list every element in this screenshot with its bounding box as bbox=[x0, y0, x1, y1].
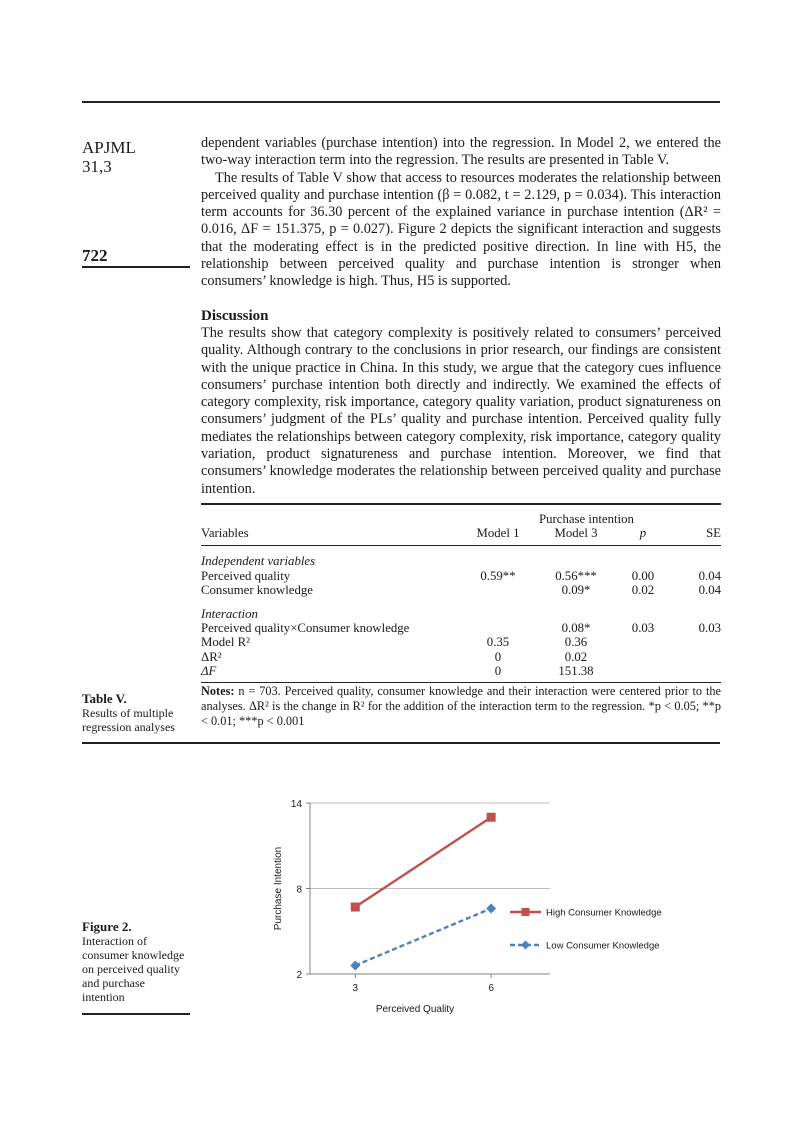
interaction-chart bbox=[255, 790, 705, 1025]
y-tick-label: 14 bbox=[290, 799, 302, 810]
discussion-heading: Discussion bbox=[201, 307, 269, 324]
body-text bbox=[201, 135, 721, 498]
legend-marker bbox=[521, 941, 530, 950]
table-caption-label: Table V. bbox=[82, 691, 127, 706]
x-tick-label: 3 bbox=[352, 983, 359, 994]
data-point bbox=[487, 813, 496, 822]
col-header: p bbox=[639, 526, 647, 541]
page-number: 722 bbox=[82, 246, 108, 265]
table-row: Perceived quality×Consumer knowledge 0.08* 0.03 0.03 bbox=[201, 621, 721, 636]
series-line bbox=[355, 817, 491, 907]
section-label: Interaction bbox=[201, 607, 258, 622]
paragraph-1: dependent variables (purchase intention) into the regression. In Model 2, we entered the two-way interaction term into the regression. The results are presented in Table V. bbox=[201, 135, 721, 169]
y-axis-label: Purchase Intention bbox=[273, 846, 284, 931]
table-bottom-rule bbox=[82, 742, 720, 744]
x-axis-label: Perceived Quality bbox=[375, 1004, 455, 1015]
table-top-rule bbox=[201, 503, 721, 505]
table-row: Model R² 0.35 0.36 bbox=[201, 635, 588, 650]
group-header: Purchase intention bbox=[539, 512, 634, 526]
legend-label: High Consumer Knowledge bbox=[546, 907, 662, 919]
data-point bbox=[350, 960, 360, 970]
paragraph-2: The results of Table V show that access to resources moderates the relationship between perceived quality and purchase intention (β = 0.082, t = 2.129, p = 0.034). This interaction term accounts for 36.30 percent of the explained variance in purchase intention (ΔR² = 0.016, ΔF = 151.375, p = 0.027). Figure 2 depicts the significant interaction and suggests that the moderating effect is in the predicted positive direction. In line with H5, the relationship between perceived quality and purchase intention is stronger when consumers’ knowledge is high. Thus, H5 is supported. bbox=[201, 169, 721, 290]
figure-caption-label: Figure 2. bbox=[82, 919, 132, 934]
data-point bbox=[351, 903, 360, 912]
figure-caption-rule bbox=[82, 1013, 190, 1015]
table-row: Consumer knowledge 0.09* 0.02 0.04 bbox=[201, 582, 721, 597]
journal-header bbox=[82, 138, 136, 176]
journal-name: APJML bbox=[82, 138, 136, 157]
table-row: ΔF 0 151.38 bbox=[201, 663, 594, 678]
col-header: Model 3 bbox=[554, 526, 598, 541]
section-label: Independent variables bbox=[201, 554, 316, 569]
y-tick-label: 8 bbox=[296, 884, 302, 896]
x-tick-label: 6 bbox=[488, 983, 494, 994]
journal-volume: 31,3 bbox=[82, 157, 112, 176]
table-row: Perceived quality 0.59** 0.56*** 0.00 0.04 bbox=[201, 568, 721, 583]
col-header: SE bbox=[706, 526, 721, 541]
figure-caption bbox=[82, 920, 190, 1004]
discussion-paragraph: The results show that category complexity is positively related to consumers’ perceived quality. Although contrary to the conclusions in prior research, our findings are consistent with the unique practice in China. In this study, we argue that the category cues influence consumers’ purchase intention both directly and indirectly. We examined the effects of category complexity, risk importance, category quality variation, product signatureness on consumers’ judgment of the PLs’ quality and purchase intention. Perceived quality fully mediates the relationships between category complexity, risk importance, category quality variation, product signatureness and purchase intention. Moreover, we find that consumers’ knowledge moderates the relationship between perceived quality and purchase intention. bbox=[201, 324, 721, 497]
legend-label: Low Consumer Knowledge bbox=[546, 940, 660, 952]
notes-label: Notes: bbox=[201, 684, 235, 698]
col-header: Variables bbox=[201, 526, 249, 541]
notes-text: n = 703. Perceived quality, consumer knowledge and their interaction were centered prior to the analyses. ΔR² is the change in R² for the addition of the interaction term to the regression. *p < 0.05; **p < 0.01; ***p < 0.001 bbox=[201, 684, 721, 728]
page-number-rule bbox=[82, 266, 190, 268]
data-point bbox=[486, 903, 496, 913]
table-caption bbox=[82, 692, 192, 734]
table-mid-rule bbox=[201, 682, 721, 683]
table-row: ΔR² 0 0.02 bbox=[201, 649, 588, 664]
col-header: Model 1 bbox=[476, 526, 520, 541]
top-rule bbox=[82, 101, 720, 103]
table-header-row bbox=[201, 526, 721, 540]
y-tick-label: 2 bbox=[296, 970, 302, 981]
table-notes bbox=[201, 684, 721, 729]
figure-caption-text: Interaction of consumer knowledge on perceived quality and purchase intention bbox=[82, 934, 185, 1004]
series-line bbox=[355, 908, 491, 965]
regression-table bbox=[201, 512, 721, 678]
table-caption-text: Results of multiple regression analyses bbox=[82, 706, 175, 734]
legend-marker bbox=[522, 908, 530, 916]
